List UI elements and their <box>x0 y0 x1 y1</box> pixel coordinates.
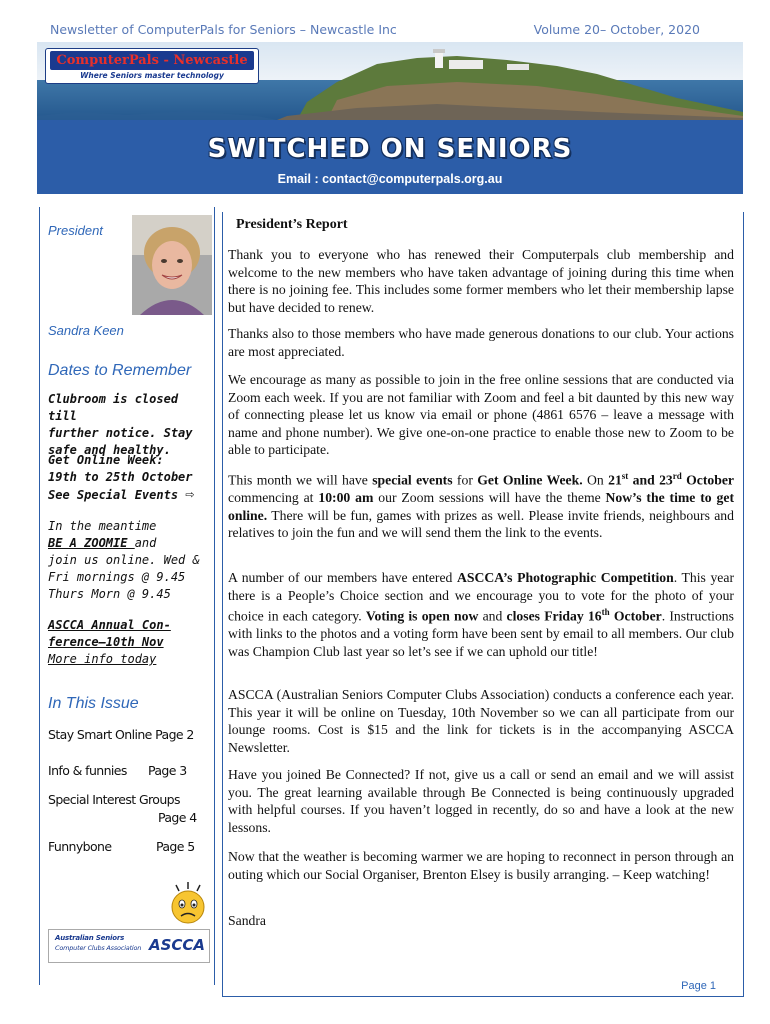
report-heading: President’s Report <box>236 217 348 232</box>
report-paragraph-8: Now that the weather is becoming warmer we are hoping to reconnect in person through an outing which our Social Organiser, Brenton Elsey is busily arranging. – Keep watching! <box>228 849 734 882</box>
ascca-logo-line-2: Computer Clubs Association <box>55 944 142 952</box>
meantime-line-5: Thurs Morn @ 9.45 <box>48 587 171 601</box>
meantime-line-2-end: and <box>134 536 157 550</box>
issue-page-3: Page 3 <box>148 763 187 778</box>
newsletter-title: SWITCHED ON SENIORS <box>207 134 573 164</box>
computerpals-logo <box>45 48 259 84</box>
dates-heading: Dates to Remember <box>48 362 192 379</box>
issue-item-info-funnies[interactable]: Info & funnies <box>48 763 127 778</box>
more-info-link[interactable]: More info today <box>48 652 157 666</box>
meantime-line-1: In the meantime <box>48 519 157 533</box>
issue-item-funnybone[interactable]: Funnybone <box>48 839 112 854</box>
report-paragraph-5: A number of our members have entered ASCCA’s Photographic Competition. This year there is a People’s Choice section and we encourage you to vote for the photo of your choice in each category. Voting is open now and closes Friday 16th October. Instructions with links to the photos and a voting form have been sent by email to all members. Our club was Champion Club last year so let’s see if we can uphold our title! <box>228 570 735 659</box>
in-this-issue-heading: In This Issue <box>48 695 139 712</box>
week-line-1: Get Online Week: <box>48 453 164 467</box>
newsletter-name: Newsletter of ComputerPals for Seniors – Newcastle Inc <box>50 22 397 37</box>
presidents-report-panel <box>222 212 744 997</box>
issue-page-5: Page 5 <box>156 839 195 854</box>
logo-title: ComputerPals - Newcastle <box>50 51 254 70</box>
president-name: Sandra Keen <box>48 323 124 338</box>
running-header <box>50 22 700 42</box>
report-paragraph-7: Have you joined Be Connected? If not, give us a call or send an email and we will assist you. The great learning available through Be Connected is being continuously upgraded with helpful courses. If you haven’t logged in recently, do so and have a look at the new lessons. <box>228 767 734 835</box>
masthead-banner <box>37 42 743 194</box>
ascca-line-1: ASCCA Annual Con- <box>48 618 171 632</box>
clubroom-line-2: further notice. Stay <box>48 426 193 440</box>
meantime-notice <box>48 518 200 603</box>
clubroom-line-3: safe and healthy. <box>48 443 171 457</box>
issue-item-special-interest[interactable]: Special Interest Groups <box>48 792 180 807</box>
page-number: Page 1 <box>681 980 716 992</box>
week-line-3: See Special Events <box>48 488 179 502</box>
report-paragraph-6: ASCCA (Australian Seniors Computer Clubs Association) conducts a conference each year. This year it will be online on Tuesday, 10th November so we can all participate from our lounge rooms. Cost is $15 and the link for tickets is in the accompanying ASCCA Newsletter. <box>228 687 734 755</box>
report-signoff: Sandra <box>228 913 267 928</box>
week-line-2: 19th to 25th October <box>48 470 193 484</box>
contact-email[interactable]: Email : contact@computerpals.org.au <box>277 172 503 186</box>
right-arrow-icon: ⇨ <box>185 485 195 503</box>
sidebar-frame <box>39 207 215 985</box>
issue-item-stay-smart[interactable]: Stay Smart Online Page 2 <box>48 727 194 742</box>
ascca-line-2: ference—10th Nov <box>48 635 164 649</box>
issue-page-4: Page 4 <box>158 810 197 825</box>
president-label: President <box>48 223 103 238</box>
logo-tagline: Where Seniors master technology <box>80 71 224 80</box>
clubroom-line-1: Clubroom is closed till <box>48 392 179 423</box>
ascca-logo <box>48 929 210 963</box>
report-paragraph-1: Thank you to everyone who has renewed their Computerpals club membership and welcome to the new members who have taken advantage of joining during this time when there is no joining fee. This includes some former members who let their membership lapse but have decided to renew. <box>228 247 734 315</box>
ascca-logo-word: ASCCA <box>149 936 206 954</box>
sidebar <box>37 207 215 987</box>
get-online-week-notice <box>48 452 194 504</box>
ascca-logo-line-1: Australian Seniors <box>55 934 125 942</box>
report-paragraph-2: Thanks also to those members who have made generous donations to our club. Your actions are most appreciated. <box>228 326 734 359</box>
worried-face-icon <box>168 879 208 925</box>
clubroom-notice <box>48 391 214 459</box>
be-a-zoomie-link[interactable]: BE A ZOOMIE <box>48 536 135 550</box>
ascca-conference-notice <box>48 617 171 668</box>
report-paragraph-4: This month we will have special events for Get Online Week. On 21st and 23rd October commencing at 10:00 am our Zoom sessions will have the theme Now’s the time to get online. There will be fun, games with prizes as well. Please invite friends, neighbours and relatives to join the fun and we will send them the link to the events. <box>228 471 735 541</box>
president-photo <box>132 215 212 315</box>
meantime-line-4: Fri mornings @ 9.45 <box>48 570 186 584</box>
volume-date: Volume 20– October, 2020 <box>533 22 700 37</box>
report-paragraph-3: We encourage as many as possible to join in the free online sessions that are conducted via Zoom each week. If you are not familiar with Zoom and feel a bit daunted by this new way of connecting please let us know via email or phone (4861 6576 – leave a message with name and phone number). We give one-on-one practice to enable those new to Zoom to be able to participate. <box>228 372 734 458</box>
meantime-line-3: join us online. Wed & <box>48 553 200 567</box>
